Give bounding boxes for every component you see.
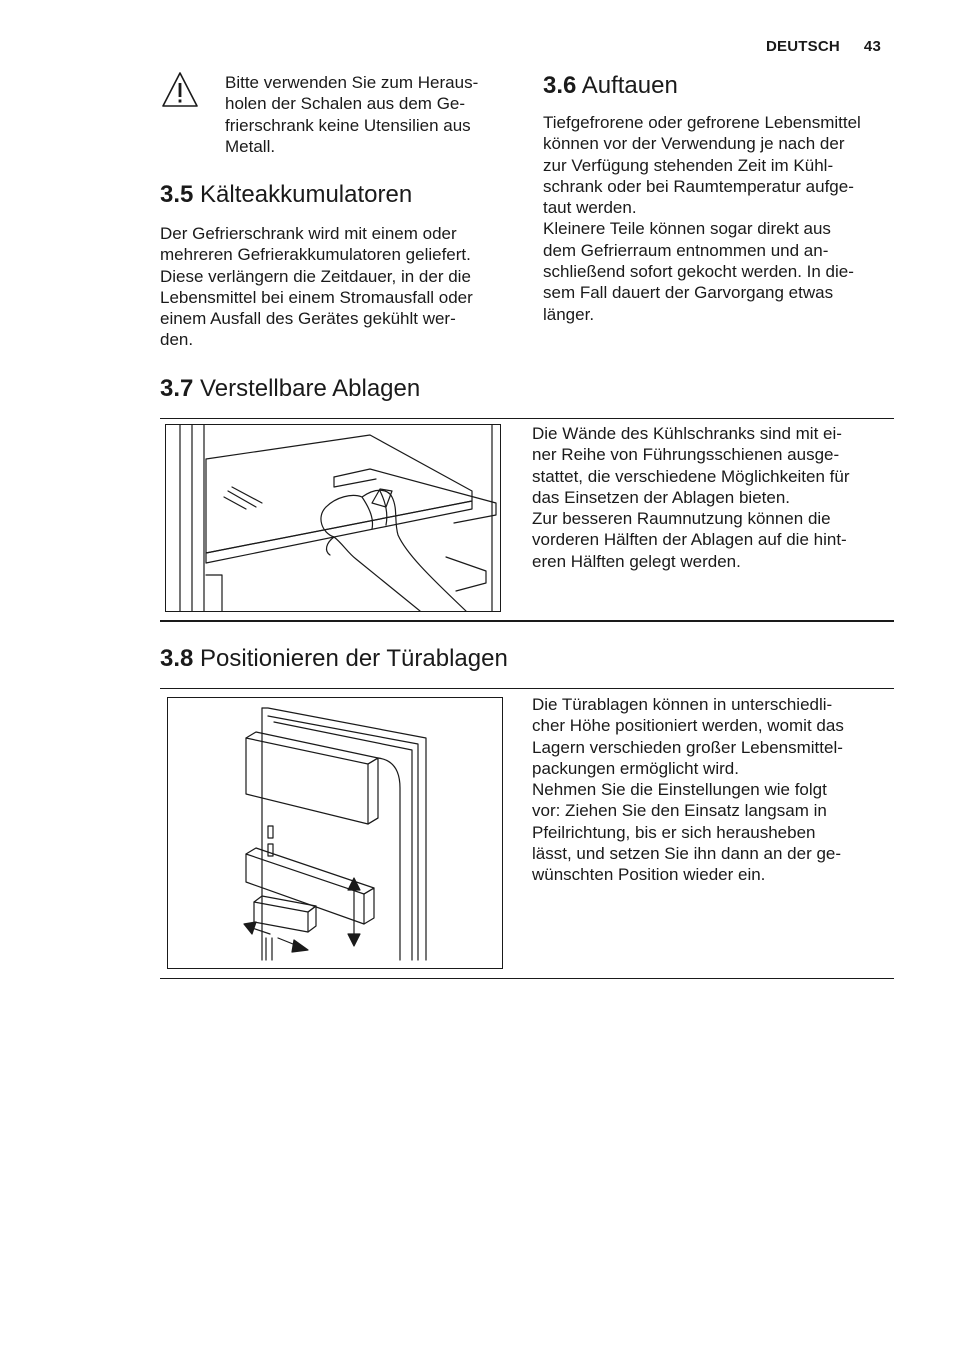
section-number: 3.6 [543, 72, 577, 99]
text-line: den. [160, 330, 194, 350]
section-body-3-7 [532, 423, 892, 572]
text-line: vorderen Hälften der Ablagen auf die hint- [532, 530, 847, 550]
section-rule-top [160, 688, 894, 689]
text-line: wünschten Position wieder ein. [532, 865, 766, 885]
text-line: packungen ermöglicht wird. [532, 758, 739, 778]
section-rule-top [160, 418, 894, 419]
text-line: Die Wände des Kühlschranks sind mit ei- [532, 424, 842, 443]
page-header [766, 38, 881, 55]
text-line: cher Höhe positioniert werden, womit das [532, 716, 844, 736]
section-body-3-5 [160, 223, 520, 351]
section-body-3-6 [543, 112, 903, 325]
text-line: Metall. [225, 136, 276, 156]
section-heading-3-6 [543, 71, 678, 101]
warning-text [225, 72, 525, 157]
text-line: Der Gefrierschrank wird mit einem oder [160, 224, 457, 243]
section-title: Positionieren der Türablagen [200, 645, 508, 672]
text-line: mehreren Gefrierakkumulatoren geliefert. [160, 245, 471, 265]
text-line: holen der Schalen aus dem Ge- [225, 94, 466, 114]
section-heading-3-8 [160, 644, 508, 674]
text-line: Lebensmittel bei einem Stromausfall oder [160, 287, 473, 307]
text-line: können vor der Verwendung je nach der [543, 134, 845, 154]
door-shelf-illustration [167, 697, 503, 969]
text-line: lässt, und setzen Sie ihn dann an der ge- [532, 844, 842, 864]
section-rule-bottom [160, 620, 894, 622]
text-line: einem Ausfall des Gerätes gekühlt wer- [160, 309, 456, 329]
text-line: Die Türablagen können in unterschiedli- [532, 695, 833, 714]
section-heading-3-5 [160, 180, 412, 210]
text-line: ner Reihe von Führungsschienen ausge- [532, 445, 840, 465]
section-title: Kälteakkumulatoren [200, 181, 413, 208]
section-title: Auftauen [581, 72, 678, 99]
text-line: Kleinere Teile können sogar direkt aus [543, 219, 831, 239]
text-line: Tiefgefrorene oder gefrorene Lebensmittel [543, 113, 861, 132]
shelf-illustration [165, 424, 501, 612]
text-line: taut werden. [543, 198, 637, 218]
warning-triangle-icon [160, 70, 200, 110]
text-line: sem Fall dauert der Garvorgang etwas [543, 283, 834, 303]
text-line: Diese verlängern die Zeitdauer, in der die [160, 266, 471, 286]
text-line: vor: Ziehen Sie den Einsatz langsam in [532, 801, 827, 821]
section-rule-bottom [160, 978, 894, 979]
text-line: das Einsetzen der Ablagen bieten. [532, 487, 791, 507]
text-line: stattet, die verschiedene Möglichkeiten für [532, 466, 850, 486]
text-line: zur Verfügung stehenden Zeit im Kühl- [543, 155, 834, 175]
text-line: Zur besseren Raumnutzung können die [532, 509, 831, 529]
text-line: frierschrank keine Utensilien aus [225, 115, 471, 135]
text-line: Lagern verschieden großer Lebensmittel- [532, 737, 843, 757]
page-number: 43 [863, 38, 881, 55]
section-heading-3-7 [160, 374, 420, 404]
text-line: schrank oder bei Raumtemperatur aufge- [543, 176, 854, 196]
text-line: Bitte verwenden Sie zum Heraus- [225, 73, 479, 92]
text-line: Pfeilrichtung, bis er sich herausheben [532, 822, 816, 842]
text-line: schließend sofort gekocht werden. In die- [543, 262, 854, 282]
text-line: eren Hälften gelegt werden. [532, 551, 741, 571]
header-language: DEUTSCH [766, 38, 840, 55]
text-line: länger. [543, 304, 595, 324]
section-number: 3.5 [160, 181, 194, 208]
section-body-3-8 [532, 694, 892, 886]
text-line: dem Gefrierraum entnommen und an- [543, 240, 829, 260]
text-line: Nehmen Sie die Einstellungen wie folgt [532, 780, 827, 800]
section-number: 3.7 [160, 375, 194, 402]
section-title: Verstellbare Ablagen [200, 375, 421, 402]
section-number: 3.8 [160, 645, 194, 672]
